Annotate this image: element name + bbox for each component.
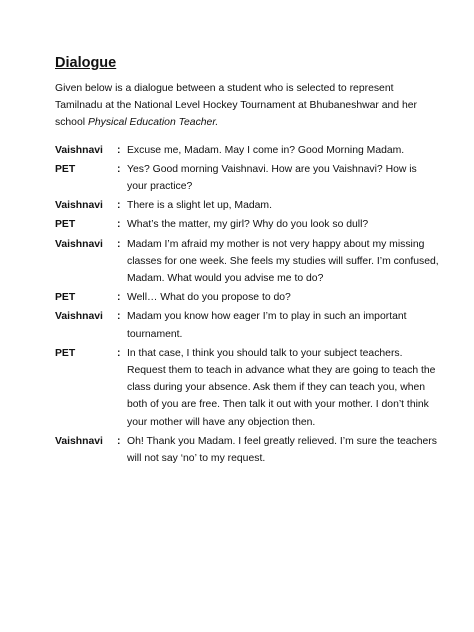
speaker-separator: : — [117, 200, 121, 212]
speaker-name: PET — [55, 292, 76, 304]
dialogue-line: There is a slight let up, Madam. — [127, 200, 272, 212]
speaker-name: Vaishnavi — [55, 311, 103, 323]
speaker-name: Vaishnavi — [55, 238, 103, 250]
speaker-separator: : — [117, 144, 121, 156]
intro-emphasis: Physical Education Teacher. — [87, 117, 219, 129]
dialogue-line: Well… What do you propose to do? — [127, 292, 291, 304]
speaker-name: PET — [55, 163, 76, 175]
speaker-name: Vaishnavi — [55, 200, 103, 212]
dialogue-line: What’s the matter, my girl? Why do you look so dull? — [127, 219, 369, 231]
speaker-name: Vaishnavi — [55, 435, 103, 447]
dialogue-line: Madam you know how eager I’m to play in such an important tournament. — [127, 311, 407, 340]
speaker-separator: : — [117, 311, 121, 323]
dialogue-turn — [55, 345, 439, 431]
dialogue-turn — [55, 289, 439, 306]
dialogue-list — [55, 142, 439, 468]
dialogue-line: Oh! Thank you Madam. I feel greatly relieved. I’m sure the teachers will not say ‘no’ to my request. — [127, 435, 437, 465]
dialogue-turn — [55, 433, 439, 467]
dialogue-turn — [55, 161, 439, 195]
dialogue-turn — [55, 142, 439, 159]
dialogue-line: Excuse me, Madam. May I come in? Good Morning Madam. — [127, 144, 405, 156]
speaker-separator: : — [117, 347, 121, 359]
dialogue-turn — [55, 236, 439, 288]
speaker-name: PET — [55, 219, 76, 231]
intro-text: Given below is a dialogue between a student who is selected to represent Tamilnadu at the National Level Hockey Tournament at Bhubaneshwar and her school — [55, 83, 417, 129]
document-title: Dialogue — [55, 55, 117, 71]
dialogue-turn — [55, 197, 439, 214]
speaker-separator: : — [117, 292, 121, 304]
speaker-separator: : — [117, 219, 121, 231]
dialogue-line: Yes? Good morning Vaishnavi. How are you Vaishnavi? How is your practice? — [127, 163, 417, 193]
dialogue-line: In that case, I think you should talk to your subject teachers. Request them to teach in advance what they are going to teach the class during your absence. Ask them if they can teach you, when both of you are free. Then talk it out with your mother. I don’t think your mother will have any objection then. — [127, 347, 436, 428]
speaker-name: Vaishnavi — [55, 144, 103, 156]
dialogue-turn — [55, 308, 439, 342]
document-page — [55, 54, 439, 469]
dialogue-turn — [55, 216, 439, 233]
dialogue-line: Madam I’m afraid my mother is not very happy about my missing classes for one week. She feels my studies will suffer. I’m confused, Madam. What would you advise me to do? — [127, 238, 439, 285]
speaker-separator: : — [117, 435, 121, 447]
speaker-separator: : — [117, 238, 121, 250]
speaker-separator: : — [117, 163, 121, 175]
speaker-name: PET — [55, 347, 76, 359]
intro-paragraph — [55, 80, 439, 132]
